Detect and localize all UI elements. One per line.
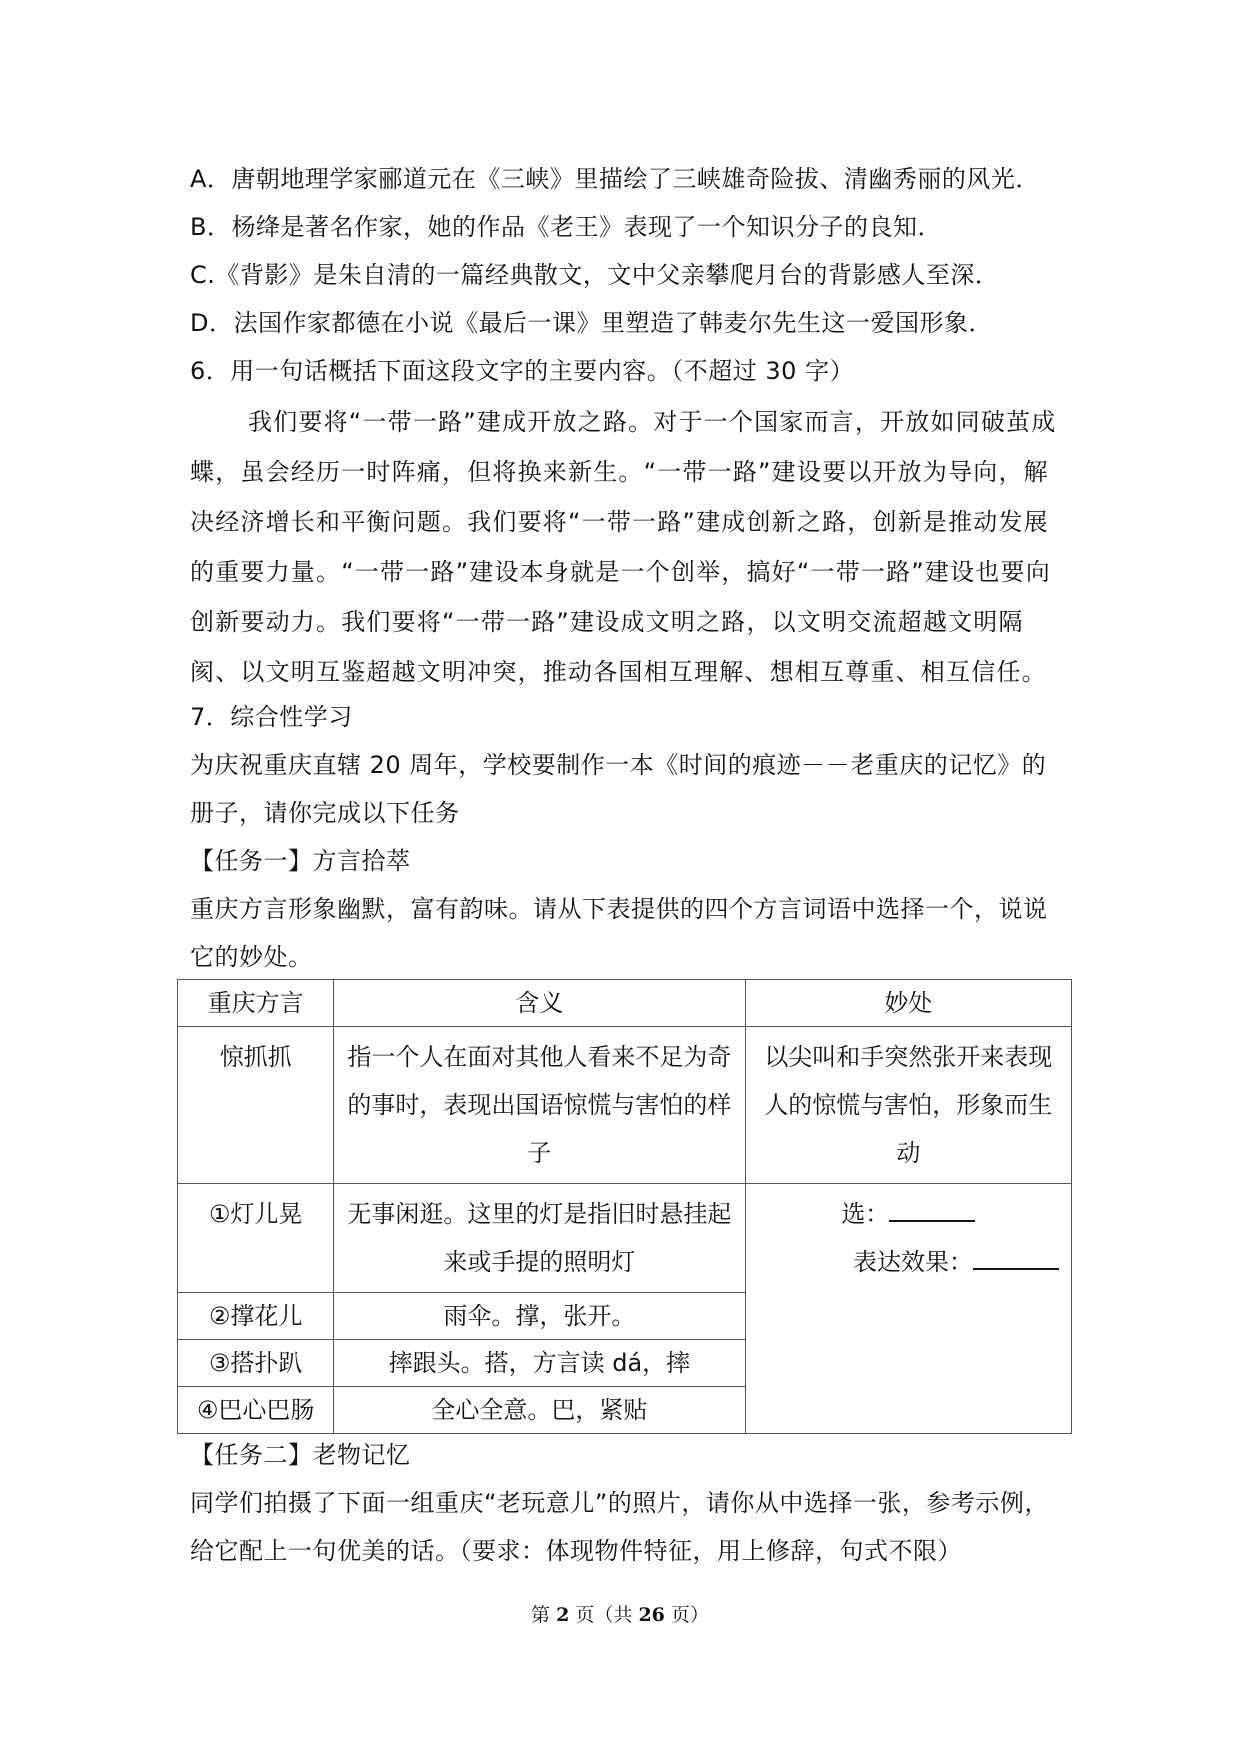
row-4-meaning: 全心全意。巴，紧贴: [334, 1387, 745, 1434]
row-3-meaning: 摔跟头。搭，方言读 dá，摔: [334, 1340, 745, 1387]
table-row-example: [178, 1027, 1072, 1184]
task1-title: 【任务一】方言拾萃: [190, 847, 411, 875]
row-4-term: ④巴心巴肠: [178, 1387, 334, 1434]
footer-total-pages: 26: [638, 1604, 665, 1626]
footer-page-number: 2: [556, 1604, 570, 1626]
task1-line2: 它的妙处。: [190, 943, 313, 971]
row-2-meaning: 雨伞。撑，张开。: [334, 1293, 745, 1340]
task1-line1: 重庆方言形象幽默，富有韵味。请从下表提供的四个方言词语中选择一个，说说: [190, 895, 1048, 923]
table-header-row: [178, 980, 1072, 1027]
option-a: A．唐朝地理学家郦道元在《三峡》里描绘了三峡雄奇险拔、清幽秀丽的风光．: [190, 165, 1040, 193]
page-footer: [0, 1600, 1240, 1627]
row-1-meaning: 无事闲逛。这里的灯是指旧时悬挂起来或手提的照明灯: [334, 1184, 745, 1293]
example-effect: 以尖叫和手突然张开来表现人的惊慌与害怕，形象而生动: [745, 1027, 1071, 1184]
answer-effect-label: 表达效果：: [853, 1248, 973, 1276]
question-7-intro-line1: 为庆祝重庆直辖 20 周年，学校要制作一本《时间的痕迹－－老重庆的记忆》的: [190, 751, 1047, 779]
option-d: D．法国作家都德在小说《最后一课》里塑造了韩麦尔先生这一爱国形象．: [190, 309, 993, 337]
question-7-title: 7．综合性学习: [190, 703, 353, 731]
header-effect: 妙处: [745, 980, 1071, 1027]
question-7-intro-line2: 册子，请你完成以下任务: [190, 799, 460, 827]
option-b: B．杨绛是著名作家，她的作品《老王》表现了一个知识分子的良知．: [190, 213, 942, 241]
task2-line1: 同学们拍摄了下面一组重庆“老玩意儿”的照片，请你从中选择一张，参考示例，: [190, 1489, 1049, 1517]
answer-select-label: 选：: [841, 1200, 890, 1228]
table-row: [178, 1184, 1072, 1293]
answer-cell: [745, 1184, 1071, 1434]
header-meaning: 含义: [334, 980, 745, 1027]
answer-effect-line: [756, 1238, 1061, 1286]
answer-select-blank[interactable]: [889, 1190, 975, 1222]
row-1-term: ①灯儿晃: [178, 1184, 334, 1293]
footer-suffix: 页）: [670, 1604, 709, 1626]
dialect-table: [177, 979, 1072, 1434]
row-3-term: ③搭扑趴: [178, 1340, 334, 1387]
question-6-passage: 我们要将“一带一路”建成开放之路。对于一个国家而言，开放如同破茧成蝶，虽会经历一时阵痛，但将换来新生。“一带一路”建设要以开放为导向，解决经济增长和平衡问题。我们要将“一带一路”建成创新之路，创新是推动发展的重要力量。“一带一路”建设本身就是一个创举，搞好“一带一路”建设也要向创新要动力。我们要将“一带一路”建设成文明之路，以文明交流超越文明隔阂、以文明互鉴超越文明冲突，推动各国相互理解、想相互尊重、相互信任。: [190, 408, 1057, 686]
example-meaning: 指一个人在面对其他人看来不足为奇的事时，表现出国语惊慌与害怕的样子: [334, 1027, 745, 1184]
option-c: C.《背影》是朱自清的一篇经典散文，文中父亲攀爬月台的背影感人至深．: [190, 261, 1000, 289]
answer-select-line: [756, 1190, 1061, 1238]
task2-line2: 给它配上一句优美的话。（要求：体现物件特征，用上修辞，句式不限）: [190, 1537, 962, 1565]
question-6-prompt: 6．用一句话概括下面这段文字的主要内容。（不超过 30 字）: [190, 357, 855, 385]
row-2-term: ②撑花儿: [178, 1293, 334, 1340]
footer-mid: 页（共: [575, 1604, 633, 1626]
example-term: 惊抓抓: [178, 1027, 334, 1184]
answer-effect-blank[interactable]: [973, 1238, 1059, 1270]
header-dialect: 重庆方言: [178, 980, 334, 1027]
task2-title: 【任务二】老物记忆: [190, 1441, 411, 1469]
footer-prefix: 第: [531, 1604, 551, 1626]
